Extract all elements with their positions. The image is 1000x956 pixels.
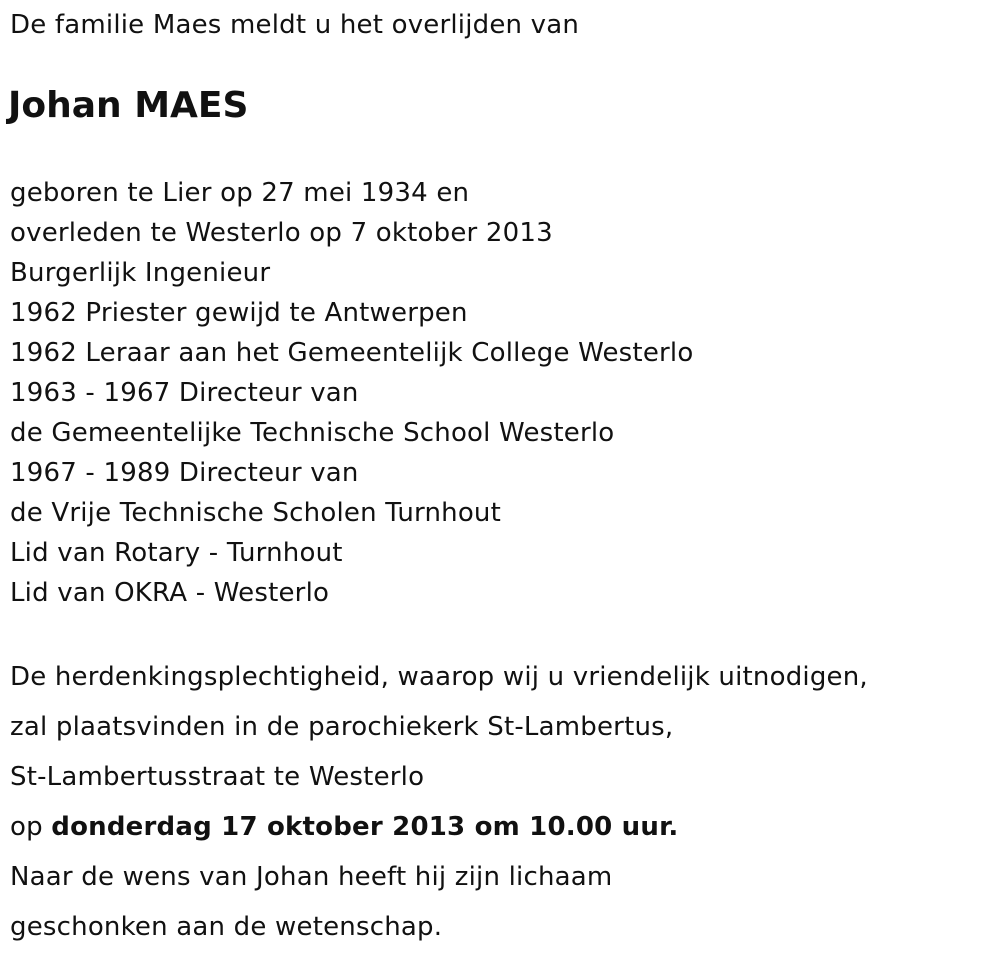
bio-line: 1962 Leraar aan het Gemeentelijk College Westerlo: [10, 338, 694, 368]
bio-line: Burgerlijk Ingenieur: [10, 258, 271, 288]
bio-line: 1963 - 1967 Directeur van: [10, 378, 359, 408]
bio-line: 1967 - 1989 Directeur van: [10, 458, 359, 488]
bio-line: Lid van OKRA - Westerlo: [10, 578, 330, 608]
bio-line: overleden te Westerlo op 7 oktober 2013: [10, 218, 553, 248]
biography-list: [10, 173, 693, 613]
bio-line: de Gemeentelijke Technische School Westerlo: [10, 418, 615, 448]
deceased-name: Johan MAES: [8, 85, 249, 126]
ceremony-datetime-prefix: op: [10, 812, 43, 842]
intro-text: De familie Maes meldt u het overlijden van: [10, 10, 580, 40]
bio-line: geboren te Lier op 27 mei 1934 en: [10, 178, 470, 208]
ceremony-church: zal plaatsvinden in de parochiekerk St-Lambertus,: [10, 712, 674, 742]
ceremony-invitation: De herdenkingsplechtigheid, waarop wij u vriendelijk uitnodigen,: [10, 662, 868, 692]
ceremony-datetime-value: donderdag 17 oktober 2013 om 10.00 uur.: [51, 812, 679, 842]
donation-note-end: geschonken aan de wetenschap.: [10, 912, 443, 942]
bio-line: de Vrije Technische Scholen Turnhout: [10, 498, 501, 528]
ceremony-section: [10, 652, 868, 952]
ceremony-datetime: [10, 802, 868, 852]
ceremony-address: St-Lambertusstraat te Westerlo: [10, 762, 425, 792]
bio-line: 1962 Priester gewijd te Antwerpen: [10, 298, 468, 328]
donation-note: Naar de wens van Johan heeft hij zijn lichaam: [10, 862, 613, 892]
bio-line: Lid van Rotary - Turnhout: [10, 538, 343, 568]
